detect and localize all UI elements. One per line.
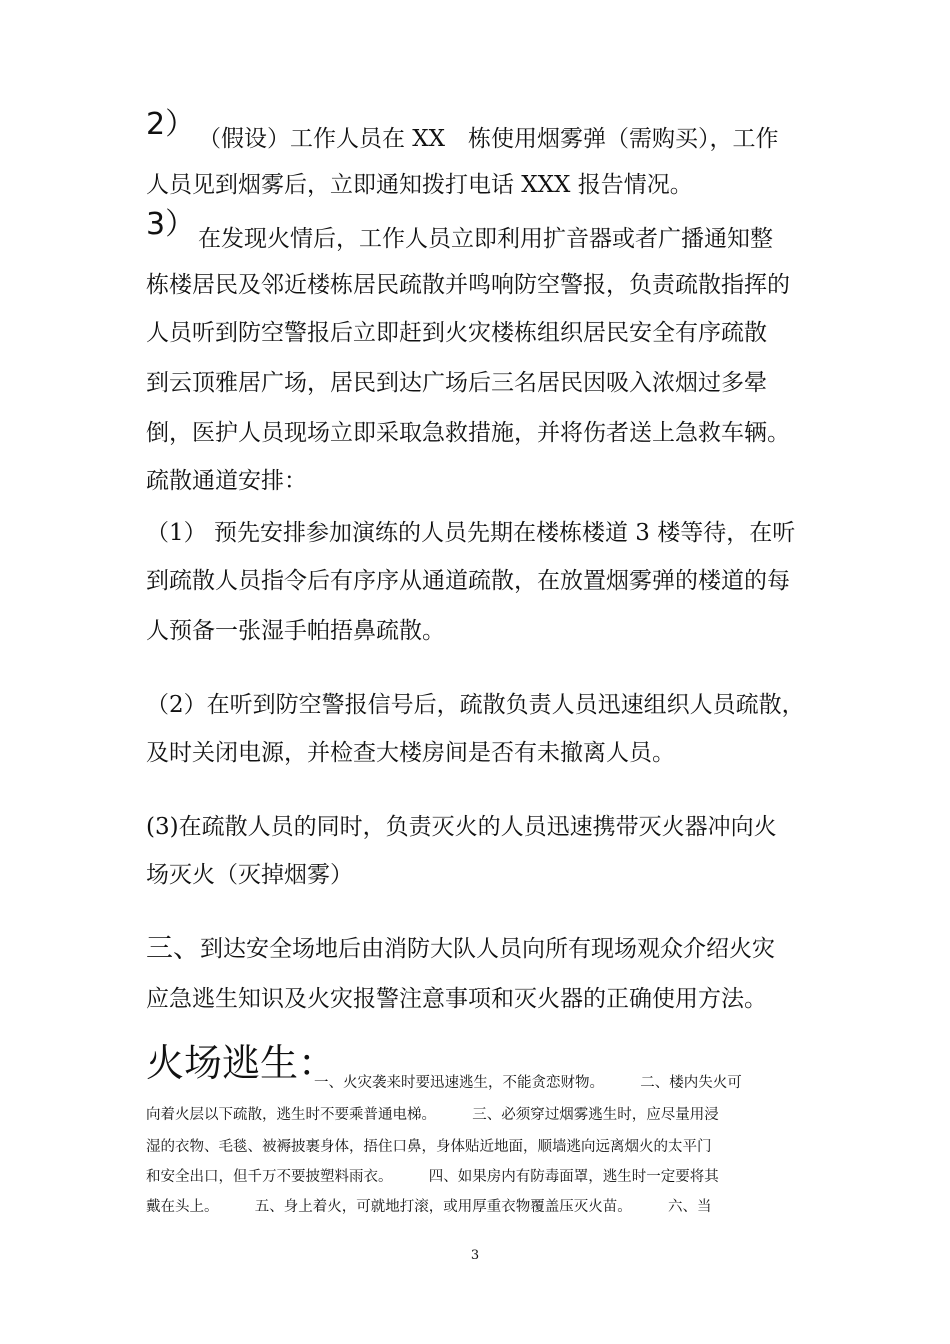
item-3-line-3: 人员听到防空警报后立即赶到火灾楼栋组织居民安全有序疏散 xyxy=(146,320,767,346)
evac-p1-line-2: 到疏散人员指令后有序序从通道疏散，在放置烟雾弹的楼道的每 xyxy=(146,568,790,594)
escape-line-1: 一、火灾袭来时要迅速逃生，不能贪恋财物。 二、楼内失火可 xyxy=(314,1075,742,1091)
item-2-marker: 2） xyxy=(146,107,196,142)
item-3-marker: 3） xyxy=(146,207,196,242)
escape-line-4: 和安全出口，但千万不要披塑料雨衣。 四、如果房内有防毒面罩，逃生时一定要将其 xyxy=(146,1169,719,1185)
evac-p2-line-2: 及时关闭电源，并检查大楼房间是否有未撤离人员。 xyxy=(146,740,675,766)
item-2-line-2: 人员见到烟雾后，立即通知拨打电话 XXX 报告情况。 xyxy=(146,172,693,198)
evac-p3-line-1: (3)在疏散人员的同时，负责灭火的人员迅速携带灭火器冲向火 xyxy=(146,814,777,840)
section-3-line-1: 到达安全场地后由消防大队人员向所有现场观众介绍火灾 xyxy=(200,936,775,962)
evac-heading: 疏散通道安排： xyxy=(146,468,307,494)
section-3-line-2: 应急逃生知识及火灾报警注意事项和灭火器的正确使用方法。 xyxy=(146,986,767,1012)
item-3-line-2: 栋楼居民及邻近楼栋居民疏散并鸣响防空警报，负责疏散指挥的 xyxy=(146,272,790,298)
page-number: 3 xyxy=(470,1248,480,1263)
escape-line-3: 湿的衣物、毛毯、被褥披裹身体，捂住口鼻，身体贴近地面，顺墙逃向远离烟火的太平门 xyxy=(146,1139,712,1155)
section-3-marker: 三、 xyxy=(146,933,200,964)
item-2-line-1: （假设）工作人员在 XX 栋使用烟雾弹（需购买），工作 xyxy=(198,126,779,152)
item-3-line-1: 在发现火情后，工作人员立即利用扩音器或者广播通知整 xyxy=(198,226,773,252)
item-3-line-4: 到云顶雅居广场，居民到达广场后三名居民因吸入浓烟过多晕 xyxy=(146,370,767,396)
evac-p1-line-1: （1） 预先安排参加演练的人员先期在楼栋楼道 3 楼等待，在听 xyxy=(146,520,796,546)
evac-p3-line-2: 场灭火（灭掉烟雾） xyxy=(146,862,353,888)
item-3-line-5: 倒，医护人员现场立即采取急救措施，并将伤者送上急救车辆。 xyxy=(146,420,790,446)
escape-line-5: 戴在头上。 五、身上着火，可就地打滚，或用厚重衣物覆盖压灭火苗。 六、当 xyxy=(146,1199,712,1215)
evac-p2-line-1: （2）在听到防空警报信号后，疏散负责人员迅速组织人员疏散， xyxy=(146,692,805,718)
escape-title: 火场逃生： xyxy=(146,1041,337,1085)
evac-p1-line-3: 人预备一张湿手帕捂鼻疏散。 xyxy=(146,618,445,644)
escape-line-2: 向着火层以下疏散，逃生时不要乘普通电梯。 三、必须穿过烟雾逃生时，应尽量用浸 xyxy=(146,1107,719,1123)
